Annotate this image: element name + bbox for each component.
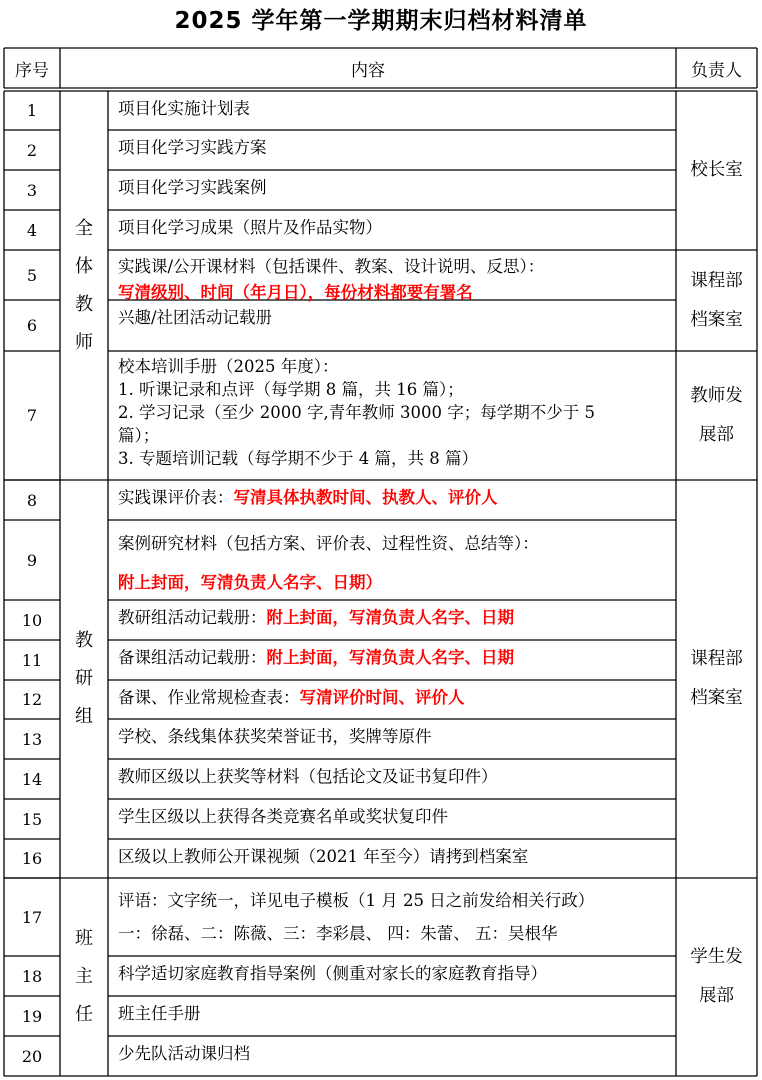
group-label-char: 研 (75, 668, 93, 689)
row-content-text: 项目化学习实践案例 (118, 178, 267, 197)
group-label-char: 全 (75, 217, 93, 239)
group-label-char: 教 (75, 630, 93, 651)
row-content (108, 304, 676, 351)
row-content-text: 备课、作业常规检查表： (118, 688, 300, 707)
responsible-dept-label: 学生发展部 (690, 947, 743, 1006)
row-content-requirement: 附上封面，写清负责人名字、日期 (266, 608, 514, 627)
row-number-text: 20 (21, 1046, 43, 1066)
row-content-text: 科学适切家庭教育指导案例（侧重对家长的家庭教育指导） (118, 964, 547, 983)
row-content-text: 实践课/公开课材料（包括课件、教案、设计说明、反思）： (118, 257, 545, 276)
responsible-dept-label: 校长室 (690, 160, 743, 180)
row-number-text: 19 (21, 1006, 43, 1026)
row-number (4, 210, 60, 250)
row-content-requirement: 写清具体执教时间、执教人、评价人 (233, 488, 498, 507)
row-number-text: 5 (26, 265, 38, 285)
row-number (4, 300, 60, 351)
row-number (4, 719, 60, 759)
row-content (108, 604, 676, 640)
row-content-text: 兴趣/社团活动记载册 (118, 308, 273, 327)
row-number (4, 799, 60, 839)
row-number-text: 12 (21, 690, 43, 709)
group-label-char: 班 (75, 928, 93, 949)
row-content (108, 254, 676, 300)
group-label-char: 主 (75, 966, 93, 987)
row-content-text: 案例研究材料（包括方案、评价表、过程性资、总结等）： (118, 534, 539, 553)
responsible-dept (676, 250, 757, 351)
group-label (60, 91, 108, 480)
row-number-text: 18 (21, 966, 43, 986)
row-number (4, 878, 60, 956)
group-label-char: 教 (75, 293, 93, 315)
row-content-text: 教研组活动记载册： (118, 608, 267, 627)
row-content-requirement: 附上封面，写清负责人名字、日期 (266, 648, 514, 667)
row-content (108, 95, 676, 130)
responsible-dept-label: 课程部档案室 (690, 270, 743, 330)
row-number (4, 759, 60, 799)
row-number-text: 2 (26, 140, 38, 160)
row-number (4, 91, 60, 130)
row-content (108, 684, 676, 719)
row-content (108, 1000, 676, 1036)
row-number (4, 640, 60, 680)
document-title: 2025 学年第一学期期末归档材料清单 (174, 8, 588, 34)
row-content-requirement: 写清评价时间、评价人 (299, 688, 465, 707)
row-number-text: 16 (21, 849, 43, 868)
responsible-dept (676, 351, 757, 480)
row-content-text: 学校、条线集体获奖荣誉证书，奖牌等原件 (118, 727, 432, 746)
group-label-char: 任 (75, 1004, 93, 1025)
header-owner (676, 48, 757, 88)
row-number (4, 130, 60, 170)
row-content-text: 区级以上教师公开课视频（2021 年至今）请拷到档案室 (118, 847, 529, 866)
row-number (4, 480, 60, 520)
row-content-line: 3. 专题培训记载（每学期不少于 4 篇，共 8 篇） (118, 449, 478, 468)
responsible-dept (676, 480, 757, 878)
row-content (108, 763, 676, 799)
row-content (108, 723, 676, 759)
row-content (108, 843, 676, 878)
header-seq-label: 序号 (15, 60, 49, 81)
row-content-line: 校本培训手册（2025 年度）： (118, 357, 339, 376)
row-number-text: 9 (26, 550, 38, 570)
responsible-dept (676, 91, 757, 250)
row-content-line: 一：徐磊、二：陈薇、三：李彩晨、 四：朱蕾、 五：吴根华 (118, 924, 558, 943)
row-content-text: 班主任手册 (118, 1004, 201, 1023)
row-content (108, 174, 676, 210)
row-number-text: 11 (21, 650, 43, 670)
row-content-line: 评语：文字统一，详见电子模板（1 月 25 日之前发给相关行政） (118, 891, 595, 910)
group-label (60, 480, 108, 878)
row-number (4, 250, 60, 300)
row-content-line: 篇）； (118, 426, 160, 445)
row-number (4, 680, 60, 719)
row-content (108, 960, 676, 996)
row-content-text: 项目化学习成果（照片及作品实物） (118, 218, 382, 237)
row-number-text: 13 (21, 729, 43, 749)
row-content-text: 项目化实施计划表 (118, 99, 250, 118)
row-content (108, 214, 676, 250)
row-content-text: 教师区级以上获奖等材料（包括论文及证书复印件） (118, 767, 498, 786)
row-number (4, 956, 60, 996)
row-number-text: 10 (21, 610, 43, 630)
row-number (4, 996, 60, 1036)
row-content (108, 355, 676, 480)
row-content (108, 1040, 676, 1076)
row-number-text: 8 (26, 490, 38, 510)
row-content (108, 644, 676, 680)
group-label-char: 师 (75, 331, 93, 353)
row-number (4, 170, 60, 210)
row-content (108, 484, 676, 520)
group-label (60, 878, 108, 1076)
row-number-text: 3 (26, 180, 38, 200)
row-content-text: 项目化学习实践方案 (118, 138, 267, 157)
responsible-dept-label: 教师发展部 (690, 385, 743, 445)
row-content-text: 学生区级以上获得各类竞赛名单或奖状复印件 (118, 807, 448, 826)
group-label-char: 体 (75, 255, 93, 277)
row-content (108, 524, 676, 600)
row-number-text: 6 (26, 316, 38, 335)
header-content-label: 内容 (351, 60, 385, 81)
row-content-line: 1. 听课记录和点评（每学期 8 篇，共 16 篇）； (118, 380, 464, 399)
row-number-text: 1 (26, 101, 38, 120)
responsible-dept-label: 课程部档案室 (690, 649, 743, 708)
row-number-text: 17 (21, 907, 43, 927)
row-number (4, 1036, 60, 1076)
row-number (4, 839, 60, 878)
row-number-text: 7 (26, 406, 38, 425)
header-content (60, 48, 676, 88)
row-content (108, 882, 676, 956)
header-seq (4, 48, 60, 88)
row-number-text: 4 (26, 220, 38, 240)
row-content-text: 实践课评价表： (118, 488, 234, 507)
row-content-requirement: 写清级别、时间（年月日），每份材料都要有署名 (118, 283, 473, 302)
row-content-text: 少先队活动课归档 (118, 1044, 250, 1063)
row-number-text: 14 (21, 769, 43, 789)
row-number (4, 520, 60, 600)
row-number-text: 15 (21, 809, 43, 829)
row-content (108, 134, 676, 170)
row-content-requirement: 附上封面，写清负责人名字、日期） (118, 573, 382, 592)
row-number (4, 351, 60, 480)
header-owner-label: 负责人 (691, 60, 742, 81)
responsible-dept (676, 878, 757, 1076)
row-content-line: 2. 学习记录（至少 2000 字,青年教师 3000 字；每学期不少于 5 (118, 403, 595, 422)
row-content (108, 803, 676, 839)
row-number (4, 600, 60, 640)
group-label-char: 组 (75, 706, 93, 727)
row-content-text: 备课组活动记载册： (118, 648, 267, 667)
